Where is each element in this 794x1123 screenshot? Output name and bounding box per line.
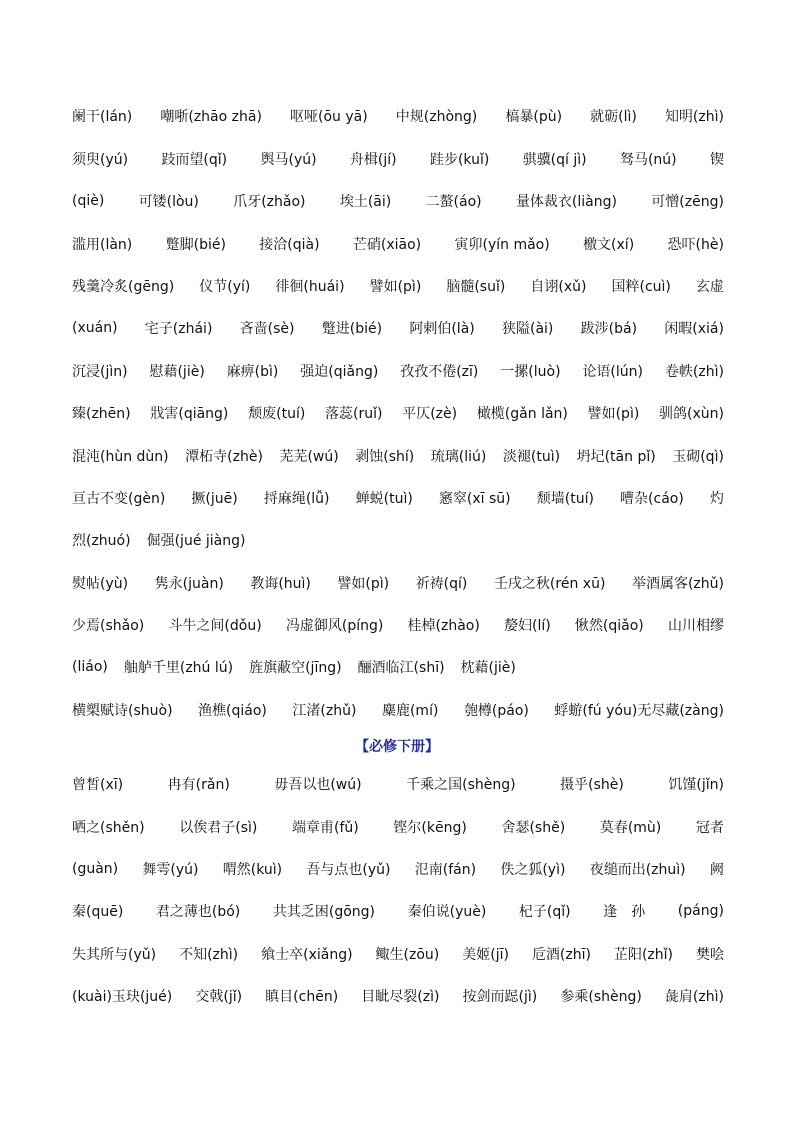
vocab-term: 哂之(shěn): [72, 820, 145, 836]
vocab-term: 跬步(kuǐ): [429, 152, 490, 168]
text-line: [72, 814, 724, 840]
vocab-term: 平仄(zè): [402, 406, 458, 422]
vocab-term: 潭柘寺(zhè): [185, 449, 263, 465]
vocab-term: 驽马(nú): [619, 152, 677, 168]
vocab-term: 蹩进(bié): [321, 321, 383, 337]
vocab-term: 铿尔(kēng): [393, 820, 467, 836]
text-line: [72, 898, 724, 924]
vocab-term: 麋鹿(mí): [381, 703, 439, 719]
vocab-term: 按剑而跽(jì): [462, 989, 538, 1005]
text-line: [72, 941, 724, 967]
vocab-term: 国粹(cuì): [611, 279, 671, 295]
vocab-term: 举酒属客(zhǔ): [631, 576, 724, 592]
vocab-term: 寅卯(yín mǎo): [454, 237, 550, 253]
vocab-term: 就砺(lì): [590, 109, 637, 125]
vocab-term: 戕害(qiāng): [150, 406, 229, 422]
vocab-term: 冉有(rǎn): [167, 777, 230, 793]
vocab-term: 阙: [709, 862, 724, 878]
vocab-term: 逢 孙: [603, 904, 646, 920]
vocab-term: 倔强(jué jiàng): [146, 533, 246, 549]
vocab-term: 论语(lún): [582, 364, 643, 380]
text-line: [72, 856, 724, 882]
vocab-term: 落蕊(ruǐ): [325, 406, 383, 422]
vocab-term: 橄榄(gǎn lǎn): [476, 406, 568, 422]
vocab-term: 以俟君子(sì): [179, 820, 258, 836]
vocab-term: 窸窣(xī sū): [438, 491, 511, 507]
vocab-term: 须臾(yú): [72, 152, 129, 168]
text-line: [72, 697, 724, 723]
text-line: [72, 188, 724, 214]
vocab-term: 灼: [709, 491, 724, 507]
vocab-term: 譬如(pì): [337, 576, 390, 592]
vocab-term: (páng): [677, 903, 724, 919]
vocab-term: 隽永(juàn): [154, 576, 224, 592]
vocab-term: 秦伯说(yuè): [407, 904, 487, 920]
vocab-term: 佚之狐(yì): [500, 862, 566, 878]
text-line: [72, 443, 724, 469]
vocab-term: 蜉蝣(fú yóu)无尽藏(zàng): [554, 703, 724, 719]
text-line: [72, 400, 724, 426]
vocab-term: 江渚(zhǔ): [292, 703, 357, 719]
text-line: [72, 527, 724, 553]
vocab-term: 捋麻绳(lǚ): [263, 491, 330, 507]
vocab-term: 譬如(pì): [369, 279, 422, 295]
vocab-term: 喟然(kuì): [222, 862, 283, 878]
vocab-term: 琉璃(liú): [430, 449, 487, 465]
vocab-term: 譬如(pì): [587, 406, 640, 422]
vocab-term: 失其所与(yǔ): [72, 947, 157, 963]
vocab-term: 舍瑟(shě): [501, 820, 566, 836]
text-line: [72, 983, 724, 1009]
vocab-term: 渔樵(qiáo): [198, 703, 267, 719]
text-line: [72, 273, 724, 299]
vocab-term: 吝啬(sè): [239, 321, 295, 337]
vocab-term: 杞子(qǐ): [518, 904, 571, 920]
vocab-term: 可憎(zēng): [651, 194, 724, 210]
vocab-term: 樊哙: [695, 947, 724, 963]
vocab-term: 臻(zhēn): [72, 406, 131, 422]
vocab-term: 埃土(āi): [339, 194, 392, 210]
text-line: [72, 485, 724, 511]
vocab-term: 接洽(qià): [259, 237, 320, 253]
vocab-term: 冯虚御风(píng): [285, 618, 384, 634]
text-line: [72, 315, 724, 341]
vocab-term: (guàn): [72, 861, 119, 877]
vocab-term: 芒硝(xiāo): [352, 237, 422, 253]
vocab-term: 美姬(jī): [462, 947, 509, 963]
vocab-term: 斗牛之间(dǒu): [168, 618, 262, 634]
vocab-term: 匏樽(páo): [463, 703, 529, 719]
text-line: [72, 103, 724, 129]
vocab-term: 教诲(huì): [250, 576, 311, 592]
vocab-term: 徘徊(huái): [275, 279, 345, 295]
vocab-term: 彘肩(zhì): [664, 989, 724, 1005]
vocab-term: 枕藉(jiè): [460, 660, 516, 676]
vocab-term: 颓废(tuí): [248, 406, 306, 422]
vocab-term: 强迫(qiǎng): [300, 364, 379, 380]
vocab-term: 嘈杂(cáo): [620, 491, 684, 507]
vocab-term: 二螯(áo): [425, 194, 482, 210]
vocab-term: 旌旗蔽空(jīng): [249, 660, 342, 676]
vocab-term: 自诩(xǔ): [530, 279, 587, 295]
vocab-term: 饥馑(jǐn): [668, 777, 724, 793]
vocab-term: 剥蚀(shí): [355, 449, 415, 465]
vocab-term: 莫春(mù): [599, 820, 662, 836]
section-heading: 【必修下册】: [355, 739, 439, 755]
vocab-term: 混沌(hùn dùn): [72, 449, 169, 465]
vocab-term: 祈祷(qí): [415, 576, 468, 592]
vocab-term: 参乘(shèng): [560, 989, 642, 1005]
vocab-term: 少焉(shǎo): [72, 618, 145, 634]
vocab-term: 一摞(luò): [500, 364, 561, 380]
vocab-term: 慰藉(jiè): [149, 364, 205, 380]
vocab-term: 恐吓(hè): [667, 237, 724, 253]
vocab-term: 曾皙(xī): [72, 777, 124, 793]
vocab-term: 残羹冷炙(gēng): [72, 279, 175, 295]
vocab-term: 冠者: [695, 820, 724, 836]
text-line: [72, 231, 724, 257]
vocab-term: 壬戌之秋(rén xū): [493, 576, 606, 592]
vocab-term: 亘古不变(gèn): [72, 491, 166, 507]
vocab-term: 交戟(jǐ): [195, 989, 243, 1005]
vocab-term: 锲: [709, 152, 724, 168]
text-line: [72, 146, 724, 172]
vocab-term: 爪牙(zhǎo): [233, 194, 306, 210]
vocab-term: 蝉蜕(tuì): [355, 491, 413, 507]
vocab-term: 氾南(fán): [414, 862, 477, 878]
vocab-term: 芜芜(wú): [279, 449, 339, 465]
vocab-term: 量体裁衣(liàng): [515, 194, 617, 210]
vocab-term: 槁暴(pù): [505, 109, 563, 125]
vocab-term: 骐骥(qí jì): [522, 152, 587, 168]
vocab-term: 共其乏困(gōng): [272, 904, 376, 920]
vocab-term: 知明(zhì): [664, 109, 724, 125]
vocab-term: 卮酒(zhī): [531, 947, 591, 963]
vocab-term: 愀然(qiǎo): [574, 618, 644, 634]
vocab-term: 脑髓(suǐ): [446, 279, 506, 295]
vocab-term: (xuán): [72, 320, 118, 336]
vocab-term: 嫠妇(lí): [504, 618, 551, 634]
vocab-term: 夜缒而出(zhuì): [589, 862, 686, 878]
vocab-term: 阑干(lán): [72, 109, 133, 125]
vocab-term: 颓墙(tuí): [536, 491, 594, 507]
vocab-term: 摄乎(shè): [560, 777, 624, 793]
vocab-term: 酾酒临江(shī): [357, 660, 445, 676]
vocab-term: 玄虚: [695, 279, 724, 295]
vocab-term: 芷阳(zhǐ): [613, 947, 673, 963]
text-line: [72, 570, 724, 596]
vocab-term: 舞雩(yú): [142, 862, 199, 878]
vocab-term: 玉砌(qì): [672, 449, 724, 465]
vocab-term: 桂棹(zhào): [407, 618, 480, 634]
vocab-term: 狭隘(ài): [502, 321, 554, 337]
vocab-term: 鲰生(zōu): [375, 947, 440, 963]
vocab-term: 淡褪(tuì): [502, 449, 561, 465]
vocab-term: 沉浸(jìn): [72, 364, 128, 380]
vocab-term: 中规(zhòng): [395, 109, 478, 125]
vocab-term: 跂而望(qǐ): [161, 152, 228, 168]
vocab-term: (kuài)玉玦(jué): [72, 989, 173, 1005]
vocab-term: 檄文(xí): [583, 237, 635, 253]
vocab-term: 吾与点也(yǔ): [306, 862, 391, 878]
vocab-term: 烈(zhuó): [72, 533, 131, 549]
vocab-term: 飨士卒(xiǎng): [261, 947, 353, 963]
vocab-term: 舟楫(jí): [349, 152, 397, 168]
vocab-term: 目眦尽裂(zì): [361, 989, 440, 1005]
vocab-term: 舆马(yú): [260, 152, 317, 168]
vocab-term: 闲暇(xiá): [664, 321, 724, 337]
vocab-term: 端章甫(fǔ): [292, 820, 359, 836]
vocab-term: 坍圮(tān pǐ): [576, 449, 656, 465]
vocab-term: 君之薄也(bó): [155, 904, 241, 920]
vocab-term: 滥用(làn): [72, 237, 133, 253]
vocab-term: 舳舻千里(zhú lú): [123, 660, 234, 676]
vocab-term: 秦(quē): [72, 904, 124, 920]
vocab-term: 麻痹(bì): [226, 364, 279, 380]
vocab-term: 蹩脚(bié): [165, 237, 226, 253]
vocab-term: 阿剌伯(là): [409, 321, 475, 337]
vocab-term: 山川相缪: [667, 618, 724, 634]
text-line: [72, 654, 724, 680]
vocab-term: 撅(juē): [191, 491, 238, 507]
vocab-term: 嘲哳(zhāo zhā): [160, 109, 262, 125]
vocab-term: 横槊赋诗(shuò): [72, 703, 173, 719]
vocab-term: 卷帙(zhì): [664, 364, 724, 380]
text-line: [72, 771, 724, 797]
vocab-term: 跋涉(bá): [580, 321, 638, 337]
vocab-term: 呕哑(ōu yā): [290, 109, 368, 125]
vocab-term: 不知(zhì): [179, 947, 239, 963]
vocab-term: 可镂(lòu): [138, 194, 199, 210]
vocab-term: 毋吾以也(wú): [274, 777, 362, 793]
vocab-term: 孜孜不倦(zī): [400, 364, 479, 380]
vocab-term: 驯鸽(xùn): [659, 406, 724, 422]
vocab-term: 宅子(zhái): [144, 321, 213, 337]
vocab-term: (liáo): [72, 659, 108, 675]
vocab-term: 仪节(yí): [199, 279, 251, 295]
vocab-term: 瞋目(chēn): [265, 989, 339, 1005]
vocab-term: (qiè): [72, 193, 105, 209]
vocab-term: 千乘之国(shèng): [406, 777, 516, 793]
vocab-term: 熨帖(yù): [72, 576, 129, 592]
text-line: [72, 612, 724, 638]
text-line: [72, 358, 724, 384]
